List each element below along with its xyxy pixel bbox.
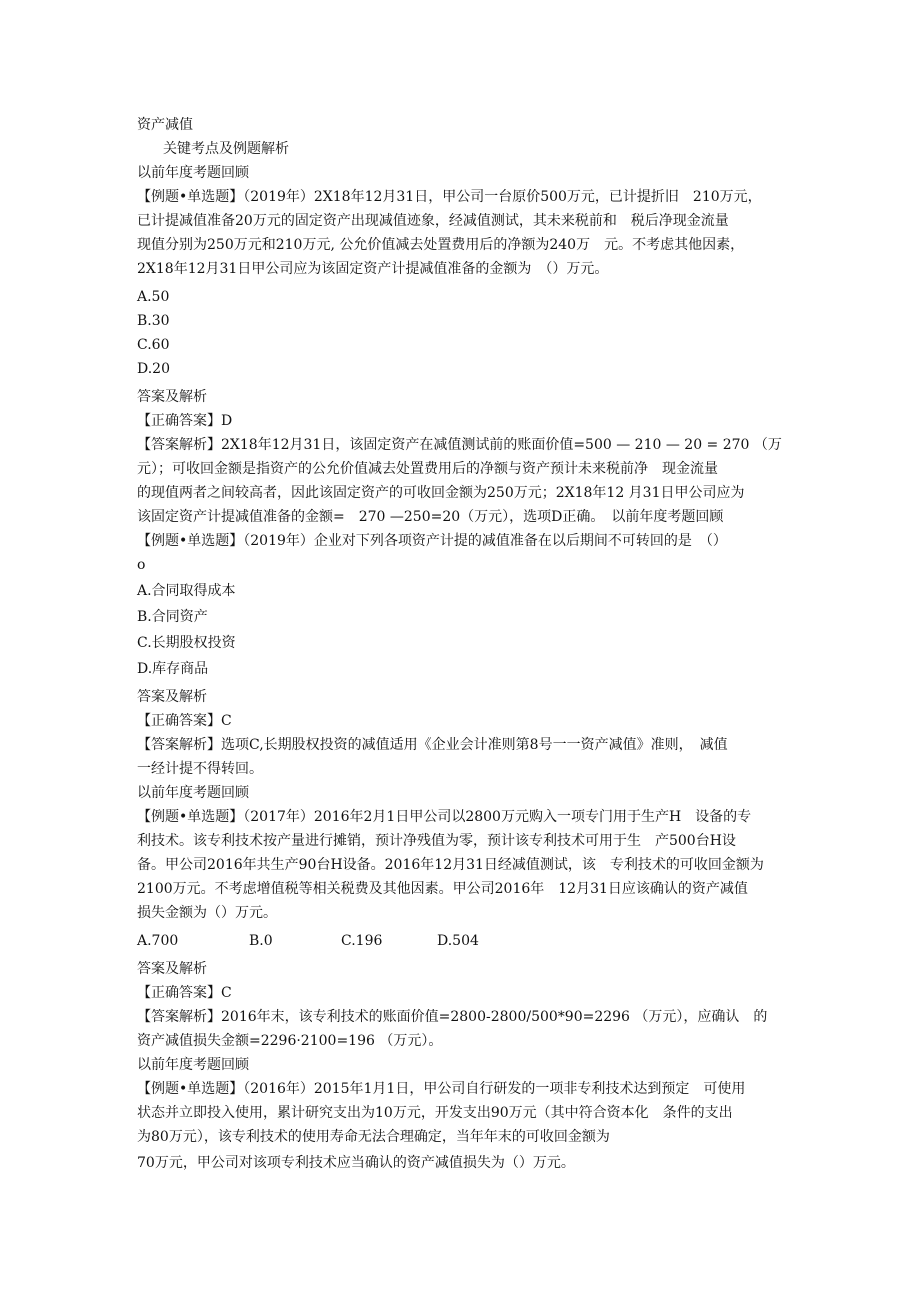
answer-heading: 答案及解析 [137, 389, 207, 405]
question-text-line: 【例题•单选题】（2017年）2016年2月1日甲公司以2800万元购入一项专门用于生产H 设备的专 [137, 809, 752, 825]
analysis-line: 【答案解析】2016年末，该专利技术的账面价值=2800-2800/500*90=2296 （万元），应确认 的 [137, 1009, 768, 1025]
option-a: A.50 [137, 289, 170, 305]
analysis-line: 【答案解析】2X18年12月31日，该固定资产在减值测试前的账面价值=500 — 210 — 20 = 270 （万 [137, 437, 782, 453]
answer-analysis [137, 433, 787, 529]
document-body [137, 113, 787, 1175]
doc-title: 资产减值 [137, 117, 193, 133]
options-row [137, 929, 787, 953]
option-d: D.20 [137, 361, 170, 377]
question-text-line: 已计提减值准备20万元的固定资产出现减值迹象，经减值测试，其未来税前和 税后净现金流量 [137, 213, 729, 229]
analysis-line: 一经计提不得转回。 [137, 761, 263, 777]
question-text-line: 利技术。该专利技术按产量进行摊销，预计净残值为零，预计该专利技术可用于生 产500台H设 [137, 833, 736, 849]
answer-analysis [137, 733, 787, 781]
analysis-line: 的现值两者之间较高者，因此该固定资产的可收回金额为250万元；2X18年12 月31日甲公司应为 [137, 485, 745, 501]
question-text-line: 备。甲公司2016年共生产90台H设备。2016年12月31日经减值测试，该 专利技术的可收回金额为 [137, 857, 764, 873]
answer-analysis [137, 1005, 787, 1053]
section-heading: 以前年度考题回顾 [137, 1057, 249, 1073]
doc-subtitle: 关键考点及例题解析 [163, 141, 289, 157]
question-text-line: 【例题•单选题】（2016年）2015年1月1日，甲公司自行研发的一项非专利技术达到预定 可使用 [137, 1081, 746, 1097]
question-text-line: 状态并立即投入使用，累计研究支出为10万元，开发支出90万元（其中符合资本化 条件的支出 [137, 1105, 733, 1121]
answer-heading: 答案及解析 [137, 961, 207, 977]
question-2 [137, 529, 787, 577]
analysis-line: 资产减值损失金额=2296·2100=196 （万元）。 [137, 1033, 443, 1049]
question-text-line: 损失金额为（）万元。 [137, 905, 277, 921]
option-c: C.60 [137, 337, 170, 353]
question-text-line: 为80万元），该专利技术的使用寿命无法合理确定，当年年末的可收回金额为 [137, 1129, 610, 1145]
analysis-line: 【答案解析】选项C,长期股权投资的减值适用《企业会计准则第8号一一资产减值》准则， 减值 [137, 737, 728, 753]
option-b: B.合同资产 [137, 609, 208, 625]
question-text-line: 70万元，甲公司对该项专利技术应当确认的资产减值损失为（）万元。 [137, 1155, 575, 1171]
answer-heading: 答案及解析 [137, 689, 207, 705]
question-text-line: 2100万元。不考虑增值税等相关税费及其他因素。甲公司2016年 12月31日应该确认的资产减值 [137, 881, 748, 897]
question-text-line: 现值分别为250万元和210万元, 公允价值减去处置费用后的净额为240万 元。不考虑其他因素， [137, 237, 745, 253]
analysis-line: 该固定资产计提减值准备的金额= 270 —250=20（万元），选项D正确。 以前年度考题回顾 [137, 509, 724, 525]
option-d: D.504 [437, 933, 479, 949]
option-a: A.合同取得成本 [137, 583, 236, 599]
question-text-line: o [137, 557, 146, 573]
option-b: B.0 [249, 933, 273, 949]
section-heading: 以前年度考题回顾 [137, 785, 249, 801]
option-d: D.库存商品 [137, 661, 209, 677]
correct-answer: 【正确答案】C [137, 985, 232, 1001]
question-text-line: 【例题•单选题】（2019年）2X18年12月31日，甲公司一台原价500万元，已计提折旧 210万元， [137, 189, 762, 205]
question-4 [137, 1077, 787, 1175]
analysis-line: 元）；可收回金额是指资产的公允价值减去处置费用后的净额与资产预计未来税前净 现金流量 [137, 461, 718, 477]
question-1 [137, 185, 787, 281]
option-a: A.700 [137, 933, 179, 949]
question-3 [137, 805, 787, 925]
option-c: C.长期股权投资 [137, 635, 236, 651]
correct-answer: 【正确答案】C [137, 713, 232, 729]
section-heading: 以前年度考题回顾 [137, 165, 249, 181]
question-text-line: 2X18年12月31日甲公司应为该固定资产计提减值准备的金额为 （）万元。 [137, 261, 609, 277]
option-c: C.196 [341, 933, 383, 949]
option-b: B.30 [137, 313, 170, 329]
question-text-line: 【例题•单选题】（2019年）企业对下列各项资产计提的减值准备在以后期间不可转回的是 （） [137, 533, 727, 549]
correct-answer: 【正确答案】D [137, 413, 233, 429]
